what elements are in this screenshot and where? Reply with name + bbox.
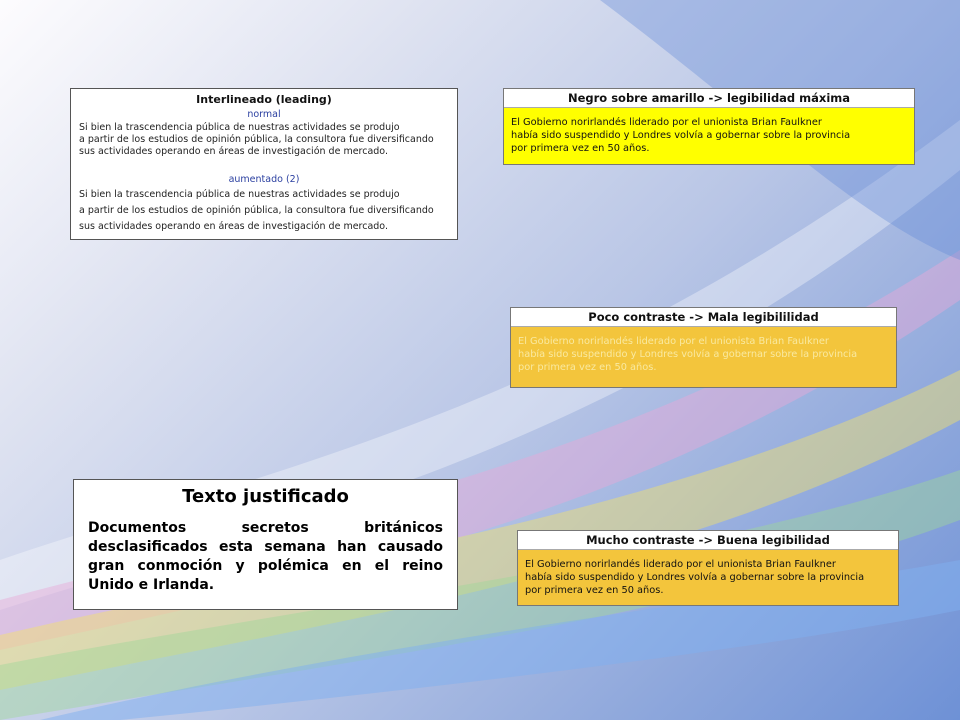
- increased-line-3: sus actividades operando en áreas de investigación de mercado.: [79, 221, 388, 232]
- yellow-line-1: El Gobierno norirlandés liderado por el unionista Brian Faulkner: [511, 117, 822, 128]
- yellow-box-title: Negro sobre amarillo -> legibilidad máxima: [504, 89, 914, 108]
- justified-title: Texto justificado: [182, 486, 349, 507]
- increased-label: aumentado (2): [228, 174, 300, 185]
- low-contrast-box: [510, 307, 897, 388]
- low-line-1: El Gobierno norirlandés liderado por el unionista Brian Faulkner: [518, 336, 829, 347]
- high-contrast-title: Mucho contraste -> Buena legibilidad: [518, 531, 898, 550]
- normal-line-3: sus actividades operando en áreas de investigación de mercado.: [79, 146, 388, 157]
- high-line-1: El Gobierno norirlandés liderado por el unionista Brian Faulkner: [525, 559, 836, 570]
- increased-line-1: Si bien la trascendencia pública de nuestras actividades se produjo: [79, 189, 400, 200]
- normal-label: normal: [247, 109, 281, 120]
- low-line-3: por primera vez en 50 años.: [518, 362, 657, 373]
- yellow-contrast-box: [503, 88, 915, 165]
- leading-title: Interlineado (leading): [196, 93, 332, 106]
- low-line-2: había sido suspendido y Londres volvía a gobernar sobre la provincia: [518, 349, 858, 360]
- normal-line-2: a partir de los estudios de opinión pública, la consultora fue diversificando: [79, 134, 434, 145]
- yellow-box-body: [504, 108, 914, 165]
- yellow-line-3: por primera vez en 50 años.: [511, 143, 650, 154]
- low-contrast-body: [511, 327, 896, 388]
- high-line-3: por primera vez en 50 años.: [525, 585, 664, 596]
- high-contrast-box: [517, 530, 899, 606]
- justified-text-panel: [73, 479, 458, 610]
- increased-line-2: a partir de los estudios de opinión pública, la consultora fue diversificando: [79, 205, 434, 216]
- normal-line-1: Si bien la trascendencia pública de nuestras actividades se produjo: [79, 122, 400, 133]
- yellow-line-2: había sido suspendido y Londres volvía a gobernar sobre la provincia: [511, 130, 851, 141]
- justified-paragraph: Documentos secretos británicos desclasificados esta semana han causado gran conmoción y polémica en el reino Unido e Irlanda.: [88, 520, 443, 593]
- high-contrast-body: [518, 550, 898, 606]
- high-line-2: había sido suspendido y Londres volvía a gobernar sobre la provincia: [525, 572, 865, 583]
- low-contrast-title: Poco contraste -> Mala legibililidad: [511, 308, 896, 327]
- leading-panel: [70, 88, 458, 240]
